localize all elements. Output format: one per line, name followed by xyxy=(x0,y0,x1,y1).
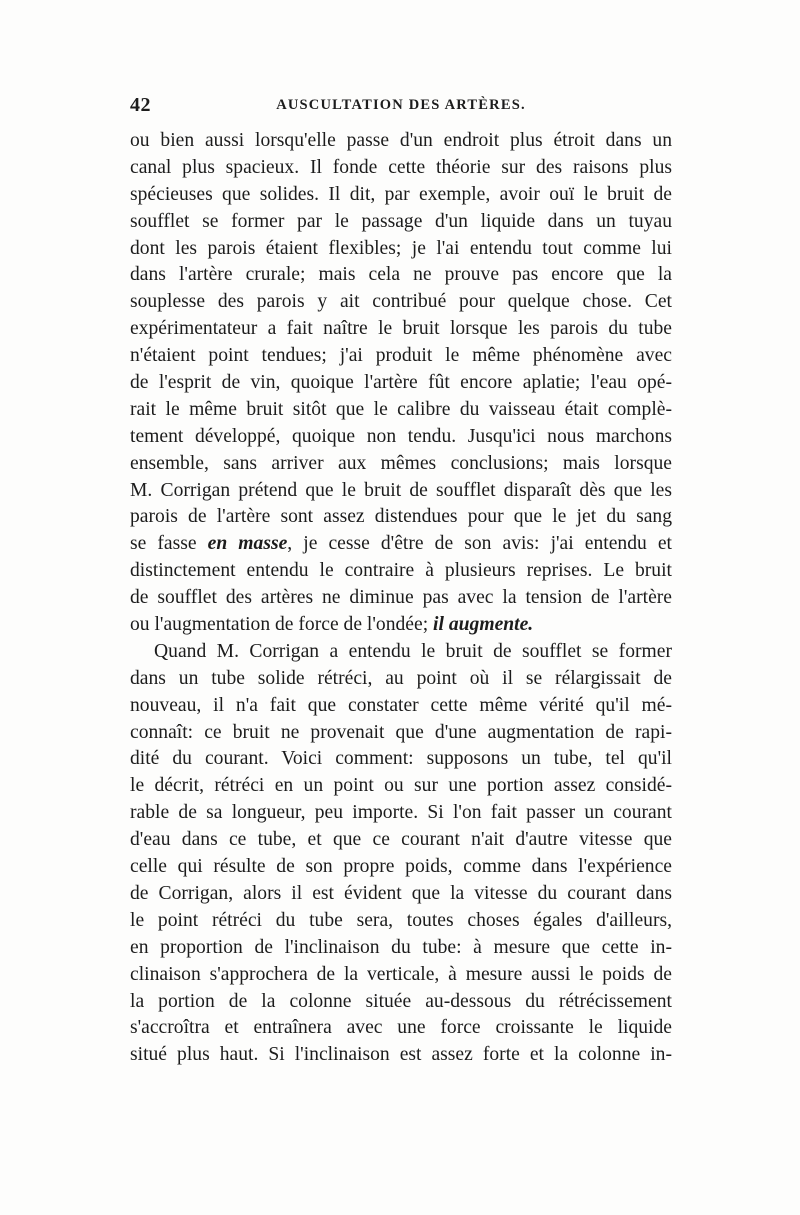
text-line: s'accroîtra et entraînera avec une force croissante le liquide xyxy=(130,1017,672,1039)
emphasis: en masse xyxy=(207,533,288,555)
text-line: ou l'augmentation de force de l'ondée; il augmente. xyxy=(130,614,534,636)
text-line: Quand M. Corrigan a entendu le bruit de soufflet se former xyxy=(154,640,672,662)
text-line: dans un tube solide rétréci, au point où il se rélargissait de xyxy=(130,667,672,689)
page-number: 42 xyxy=(130,94,151,116)
body-text xyxy=(130,128,672,1069)
text-line: souplesse des parois y ait contribué pour quelque chose. Cet xyxy=(130,291,672,313)
text-line: soufflet se former par le passage d'un liquide dans un tuyau xyxy=(130,210,672,232)
page-header xyxy=(130,94,672,124)
text-line: la portion de la colonne située au-dessous du rétrécissement xyxy=(130,990,672,1012)
text-line: celle qui résulte de son propre poids, comme dans l'expérience xyxy=(130,856,672,878)
text-line: dans l'artère crurale; mais cela ne prouve pas encore que la xyxy=(130,264,672,286)
text-line: M. Corrigan prétend que le bruit de soufflet disparaît dès que les xyxy=(130,479,672,501)
text-line: rable de sa longueur, peu importe. Si l'on fait passer un courant xyxy=(130,802,672,824)
text-line: spécieuses que solides. Il dit, par exemple, avoir ouï le bruit de xyxy=(130,183,672,205)
text-line: rait le même bruit sitôt que le calibre du vaisseau était complè- xyxy=(130,398,672,420)
text-line: le point rétréci du tube sera, toutes choses égales d'ailleurs, xyxy=(130,909,672,931)
text-line: connaît: ce bruit ne provenait que d'une augmentation de rapi- xyxy=(130,721,672,743)
text-line: de Corrigan, alors il est évident que la vitesse du courant dans xyxy=(130,882,672,904)
text-line: le décrit, rétréci en un point ou sur une portion assez considé- xyxy=(130,775,672,797)
emphasis: il augmente. xyxy=(433,614,534,636)
text-line: d'eau dans ce tube, et que ce courant n'ait d'autre vitesse que xyxy=(130,829,672,851)
text-line: dont les parois étaient flexibles; je l'ai entendu tout comme lui xyxy=(130,237,672,259)
text-line: n'étaient point tendues; j'ai produit le même phénomène avec xyxy=(130,345,672,367)
text-line: distinctement entendu le contraire à plusieurs reprises. Le bruit xyxy=(130,560,672,582)
text-line: situé plus haut. Si l'inclinaison est assez forte et la colonne in- xyxy=(130,1044,672,1066)
text-line: canal plus spacieux. Il fonde cette théorie sur des raisons plus xyxy=(130,156,672,178)
text-line: se fasse en masse, je cesse d'être de son avis: j'ai entendu et xyxy=(130,533,672,555)
text-line: ou bien aussi lorsqu'elle passe d'un endroit plus étroit dans un xyxy=(130,130,672,151)
text-line: dité du courant. Voici comment: supposons un tube, tel qu'il xyxy=(130,748,672,770)
text-line: en proportion de l'inclinaison du tube: à mesure que cette in- xyxy=(130,936,672,958)
text-line: de l'esprit de vin, quoique l'artère fût encore aplatie; l'eau opé- xyxy=(130,372,672,394)
text-line: ensemble, sans arriver aux mêmes conclusions; mais lorsque xyxy=(130,452,672,474)
text-line: expérimentateur a fait naître le bruit lorsque les parois du tube xyxy=(130,318,672,340)
text-line: parois de l'artère sont assez distendues pour que le jet du sang xyxy=(130,506,672,528)
text-line: de soufflet des artères ne diminue pas avec la tension de l'artère xyxy=(130,587,672,609)
text-line: tement développé, quoique non tendu. Jusqu'ici nous marchons xyxy=(130,425,672,447)
running-title: AUSCULTATION DES ARTÈRES. xyxy=(276,97,526,113)
text-line: nouveau, il n'a fait que constater cette même vérité qu'il mé- xyxy=(130,694,672,716)
text-line: clinaison s'approchera de la verticale, à mesure aussi le poids de xyxy=(130,963,672,985)
